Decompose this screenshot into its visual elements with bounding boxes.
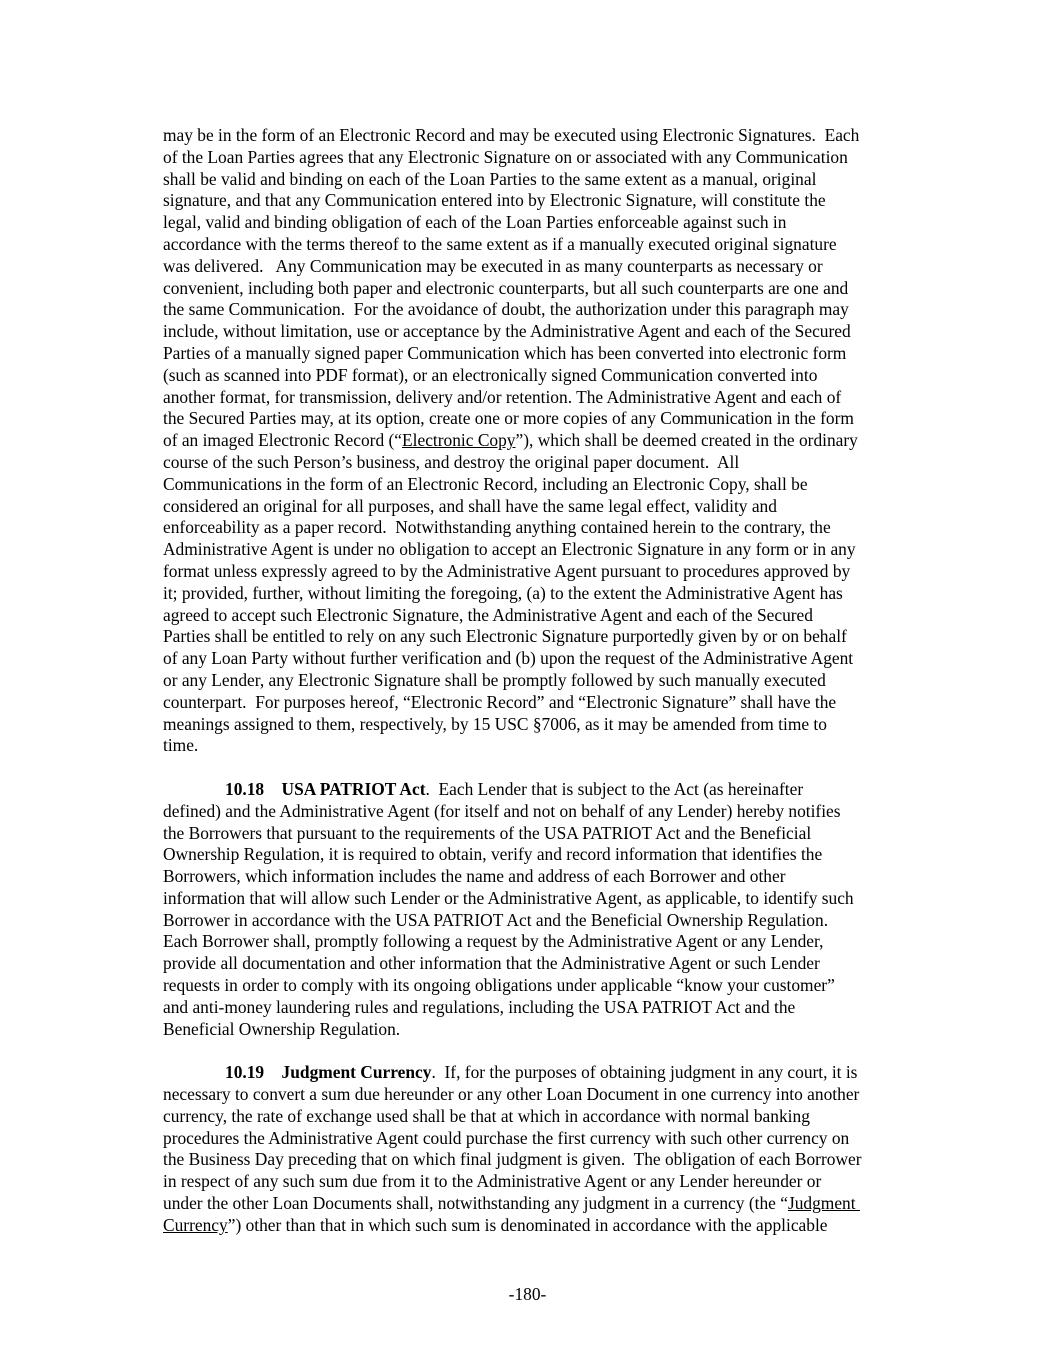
text-fragment: ”), which shall be deemed created in the ordinary [515, 430, 858, 451]
text-line: counterpart. For purposes hereof, “Electronic Record” and “Electronic Signature” shall have the [163, 691, 837, 712]
text-line: requests in order to comply with its ongoing obligations under applicable “know your customer” [163, 975, 835, 996]
defined-term-electronic-copy: Electronic Copy [402, 430, 516, 451]
text-line [163, 430, 933, 452]
section-number: 10.18 [225, 778, 265, 799]
text-line: Borrowers, which information includes the name and address of each Borrower and other [163, 866, 786, 887]
text-line: Administrative Agent is under no obligation to accept an Electronic Signature in any form or in any [163, 539, 856, 560]
text-line: convenient, including both paper and electronic counterparts, but all such counterparts are one and [163, 277, 849, 298]
text-line: the Business Day preceding that on which final judgment is given. The obligation of each Borrower [163, 1149, 862, 1170]
section-10-18-usa-patriot-act [163, 779, 933, 1041]
section-10-19-judgment-currency [163, 1062, 933, 1236]
text-line: legal, valid and binding obligation of each of the Loan Parties enforceable against such in [163, 212, 787, 233]
text-line: signature, and that any Communication entered into by Electronic Signature, will constitute the [163, 190, 826, 211]
text-line: enforceability as a paper record. Notwithstanding anything contained herein to the contrary, the [163, 517, 831, 538]
text-line: (such as scanned into PDF format), or an electronically signed Communication converted into [163, 364, 818, 385]
text-line: was delivered. Any Communication may be executed in as many counterparts as necessary or [163, 255, 823, 276]
text-fragment: under the other Loan Documents shall, notwithstanding any judgment in a currency (the “ [163, 1193, 788, 1214]
defined-term-judgment-currency: Judgment [787, 1193, 860, 1214]
text-line: the same Communication. For the avoidance of doubt, the authorization under this paragraph may [163, 299, 849, 320]
text-line: include, without limitation, use or acceptance by the Administrative Agent and each of the Secured [163, 321, 851, 342]
text-line: format unless expressly agreed to by the Administrative Agent pursuant to procedures approved by [163, 560, 851, 581]
paragraph-spacer [163, 1040, 933, 1062]
text-line: Parties shall be entitled to rely on any such Electronic Signature purportedly given by or on behalf [163, 626, 847, 647]
section-title: Judgment Currency [281, 1062, 432, 1083]
text-line: Parties of a manually signed paper Communication which has been converted into electronic form [163, 342, 847, 363]
text-line: may be in the form of an Electronic Record and may be executed using Electronic Signatures. Each [163, 125, 860, 145]
text-line: Beneficial Ownership Regulation. [163, 1018, 401, 1039]
section-number: 10.19 [225, 1062, 265, 1083]
paragraph-electronic-signatures [163, 125, 933, 757]
text-line: time. [163, 735, 199, 756]
text-line: Each Borrower shall, promptly following a request by the Administrative Agent or any Lender, [163, 931, 824, 952]
paragraph-spacer [163, 757, 933, 779]
text-line: the Borrowers that pursuant to the requirements of the USA PATRIOT Act and the Beneficial [163, 822, 812, 843]
text-line: accordance with the terms thereof to the same extent as if a manually executed original signature [163, 233, 837, 254]
text-fragment: ”) other than that in which such sum is denominated in accordance with the applicable [227, 1214, 828, 1235]
text-line: provide all documentation and other information that the Administrative Agent or such Lender [163, 953, 820, 974]
text-line: defined) and the Administrative Agent (for itself and not on behalf of any Lender) hereby notifies [163, 800, 841, 821]
text-line: the Secured Parties may, at its option, create one or more copies of any Communication in the form [163, 408, 854, 429]
text-line: of the Loan Parties agrees that any Electronic Signature on or associated with any Communication [163, 146, 848, 167]
text-fragment: . If, for the purposes of obtaining judgment in any court, it is [431, 1062, 858, 1083]
section-heading-line [163, 1062, 933, 1084]
text-line: necessary to convert a sum due hereunder or any other Loan Document in one currency into another [163, 1084, 860, 1105]
text-fragment: . Each Lender that is subject to the Act (as hereinafter [425, 778, 804, 799]
defined-term-judgment-currency: Currency [163, 1214, 228, 1235]
text-line: in respect of any such sum due from it to the Administrative Agent or any Lender hereunder or [163, 1171, 822, 1192]
text-line: of any Loan Party without further verification and (b) upon the request of the Administrative Agent [163, 648, 854, 669]
text-line: it; provided, further, without limiting the foregoing, (a) to the extent the Administrative Agent has [163, 582, 843, 603]
document-body [163, 125, 933, 1237]
text-line [163, 1215, 933, 1237]
page-number: -180- [508, 1284, 547, 1304]
text-line: Communications in the form of an Electronic Record, including an Electronic Copy, shall be [163, 473, 808, 494]
text-line: another format, for transmission, delivery and/or retention. The Administrative Agent and each of [163, 386, 842, 407]
text-fragment: of an imaged Electronic Record (“ [163, 430, 403, 451]
text-line: currency, the rate of exchange used shall be that at which in accordance with normal banking [163, 1105, 810, 1126]
text-line: meanings assigned to them, respectively, by 15 USC §7006, as it may be amended from time to [163, 713, 827, 734]
text-line: considered an original for all purposes, and shall have the same legal effect, validity and [163, 495, 777, 516]
text-line: information that will allow such Lender or the Administrative Agent, as applicable, to identify such [163, 887, 854, 908]
text-line [163, 1193, 933, 1215]
text-line: shall be valid and binding on each of the Loan Parties to the same extent as a manual, original [163, 168, 817, 189]
text-line: Ownership Regulation, it is required to obtain, verify and record information that identifies the [163, 844, 823, 865]
text-line: Borrower in accordance with the USA PATRIOT Act and the Beneficial Ownership Regulation. [163, 909, 829, 930]
text-line: and anti-money laundering rules and regulations, including the USA PATRIOT Act and the [163, 996, 796, 1017]
text-line: agreed to accept such Electronic Signature, the Administrative Agent and each of the Secured [163, 604, 813, 625]
text-line: course of the such Person’s business, and destroy the original paper document. All [163, 451, 740, 472]
text-line: or any Lender, any Electronic Signature shall be promptly followed by such manually executed [163, 669, 826, 690]
section-title: USA PATRIOT Act [281, 778, 426, 799]
text-line: procedures the Administrative Agent could purchase the first currency with such other currency on [163, 1127, 850, 1148]
section-heading-line [163, 779, 933, 801]
